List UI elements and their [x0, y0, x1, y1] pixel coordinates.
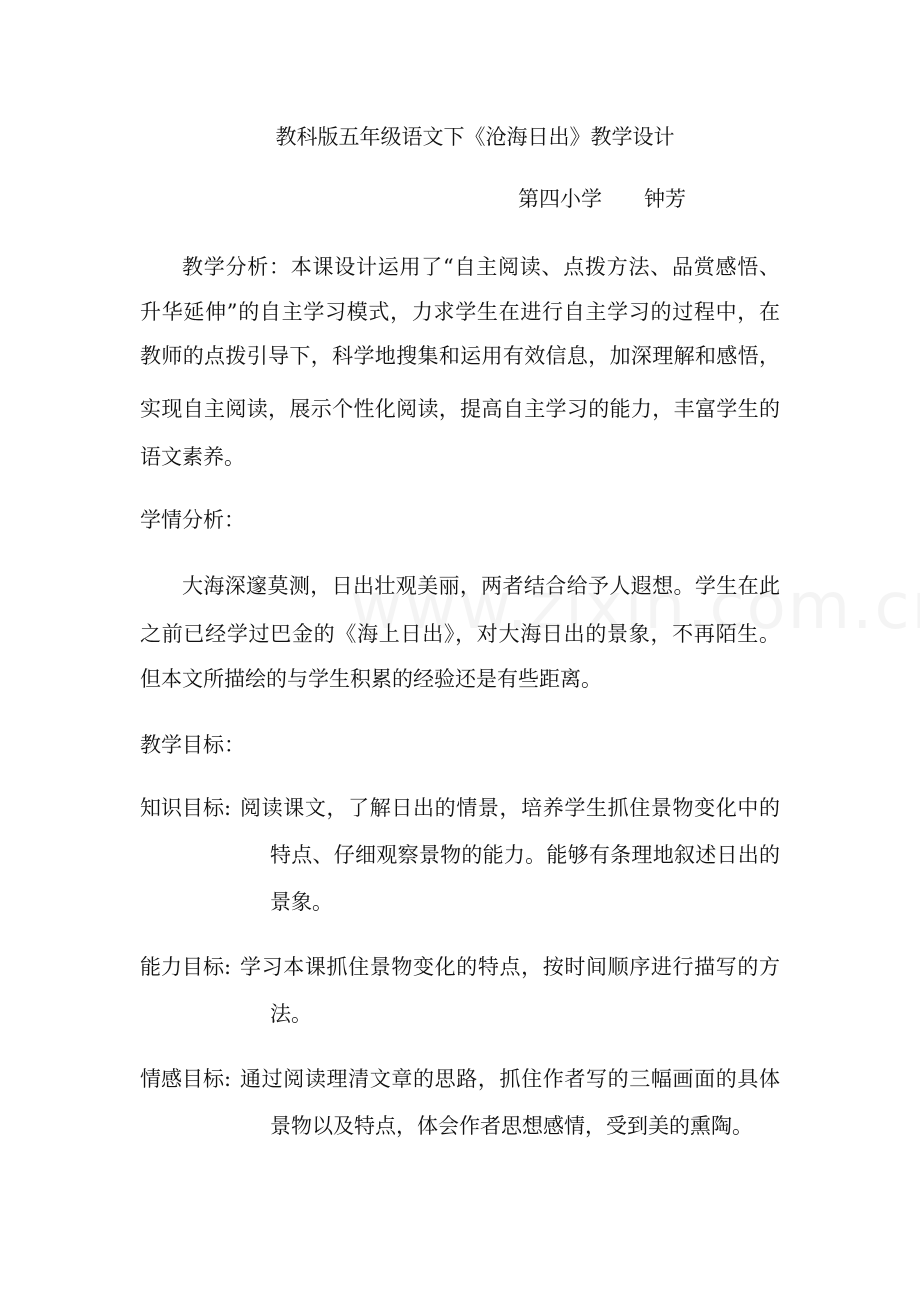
- emotion-goal-line-1: 通过阅读理清文章的思路，抓住作者写的三幅画面的具体: [240, 1067, 780, 1091]
- knowledge-goal-line-1: 阅读课文，了解日出的情景，培养学生抓住景物变化中的: [240, 796, 780, 820]
- analysis-line-1: 教学分析：本课设计运用了“自主阅读、点拨方法、品赏感悟、: [182, 255, 780, 279]
- emotion-goal-line-2: 景物以及特点，体会作者思想感情，受到美的熏陶。: [270, 1114, 753, 1138]
- ability-goal-line-2: 法。: [270, 1002, 312, 1026]
- knowledge-goal-line-3: 景象。: [270, 890, 333, 914]
- knowledge-goal-line-2: 特点、仔细观察景物的能力。能够有条理地叙述日出的: [270, 843, 780, 867]
- ability-goal-label: 能力目标:: [140, 955, 232, 979]
- author-name: 钟芳: [644, 187, 686, 211]
- analysis-line-5: 语文素养。: [140, 445, 245, 469]
- analysis-line-3: 教师的点拨引导下，科学地搜集和运用有效信息，加深理解和感悟，: [140, 344, 780, 368]
- author-line: [518, 184, 686, 214]
- analysis-line-2: 升华延伸”的自主学习模式，力求学生在进行自主学习的过程中，在: [140, 300, 780, 324]
- goals-heading: 教学目标：: [140, 733, 245, 757]
- author-school: 第四小学: [518, 187, 602, 211]
- situation-line-2: 之前已经学过巴金的《海上日出》，对大海日出的景象，不再陌生。: [140, 622, 780, 646]
- situation-line-1: 大海深邃莫测，日出壮观美丽，两者结合给予人遐想。学生在此: [182, 574, 780, 598]
- document-title: 教科版五年级语文下《沧海日出》教学设计: [275, 125, 675, 149]
- analysis-line-4: 实现自主阅读，展示个性化阅读，提高自主学习的能力，丰富学生的: [140, 397, 780, 421]
- emotion-goal-label: 情感目标:: [140, 1067, 232, 1091]
- knowledge-goal-label: 知识目标:: [140, 796, 232, 820]
- situation-heading: 学情分析：: [140, 508, 245, 532]
- ability-goal-line-1: 学习本课抓住景物变化的特点，按时间顺序进行描写的方: [240, 955, 780, 979]
- situation-line-3: 但本文所描绘的与学生积累的经验还是有些距离。: [140, 667, 602, 691]
